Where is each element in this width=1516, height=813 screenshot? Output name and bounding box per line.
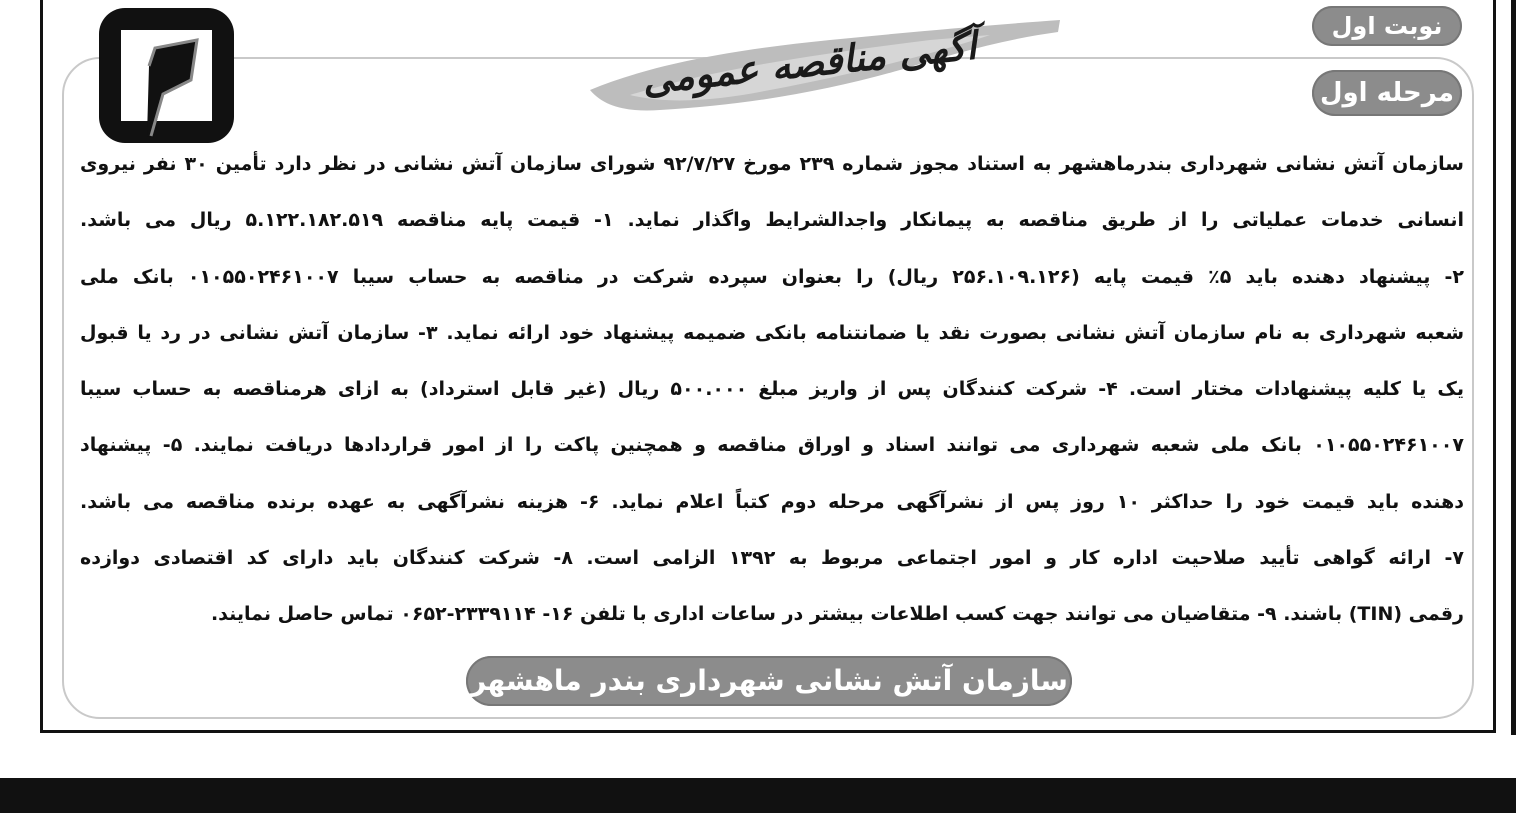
round-badge: نوبت اول (1312, 6, 1462, 46)
issuer-footer: سازمان آتش نشانی شهرداری بندر ماهشهر (466, 656, 1072, 706)
notice-line: انسانی خدمات عملیاتی را از طریق مناقصه به پیمانکار واجدالشرایط واگذار نماید. ۱- قیمت پایه مناقصه ۵.۱۲۲.۱۸۲.۵۱۹ ریال می باشد. (80, 209, 1464, 232)
notice-body (80, 136, 1464, 643)
fire-department-emblem-icon (99, 8, 234, 143)
notice-line: ۰۱۰۵۵۰۲۴۶۱۰۰۷ بانک ملی شعبه شهرداری می توانند اسناد و اوراق مناقصه و همچنین پاکت را از امور قراردادها دریافت نمایند. ۵- پیشنهاد (80, 434, 1464, 457)
column-rule (1511, 0, 1516, 735)
notice-line: رقمی (TIN) باشند. ۹- متقاضیان می توانند جهت کسب اطلاعات بیشتر در ساعات اداری با تلفن ۱۶- ۲۳۳۹۱۱۴-۰۶۵۲ تماس حاصل نمایند. (210, 603, 1464, 626)
notice-line: شعبه شهرداری به نام سازمان آتش نشانی بصورت نقد یا ضمانتنامه بانکی ضمیمه پیشنهاد خود ارائه نماید. ۳- سازمان آتش نشانی در رد یا قبول (80, 321, 1464, 344)
notice-line: ۲- پیشنهاد دهنده باید ۵٪ قیمت پایه (۲۵۶.۱۰۹.۱۲۶ ریال) را بعنوان سپرده شرکت در مناقصه به حساب سیبا ۰۱۰۵۵۰۲۴۶۱۰۰۷ بانک ملی (80, 265, 1464, 288)
notice-line: سازمان آتش نشانی شهرداری بندرماهشهر به استناد مجوز شماره ۲۳۹ مورخ ۹۲/۷/۲۷ شورای سازمان آتش نشانی در نظر دارد تأمین ۳۰ نفر نیروی (80, 153, 1464, 175)
stage-badge: مرحله اول (1312, 70, 1462, 116)
notice-line: ۷- ارائه گواهی تأیید صلاحیت اداره کار و امور اجتماعی مربوط به ۱۳۹۲ الزامی است. ۸- شرکت کنندگان باید دارای کد اقتصادی دوازده (80, 547, 1464, 570)
notice-line: یک یا کلیه پیشنهادات مختار است. ۴- شرکت کنندگان پس از واریز مبلغ ۵۰۰.۰۰۰ ریال (غیر قابل استرداد) به ازای هرمناقصه به حساب سیبا (80, 378, 1464, 401)
banner-title: آگهی مناقصه عمومی (640, 22, 979, 103)
notice-line: دهنده باید قیمت خود را حداکثر ۱۰ روز پس از نشرآگهی مرحله دوم کتباً اعلام نماید. ۶- هزینه نشرآگهی به عهده برنده مناقصه می باشد. (80, 490, 1464, 513)
page-bottom-band (0, 778, 1516, 813)
